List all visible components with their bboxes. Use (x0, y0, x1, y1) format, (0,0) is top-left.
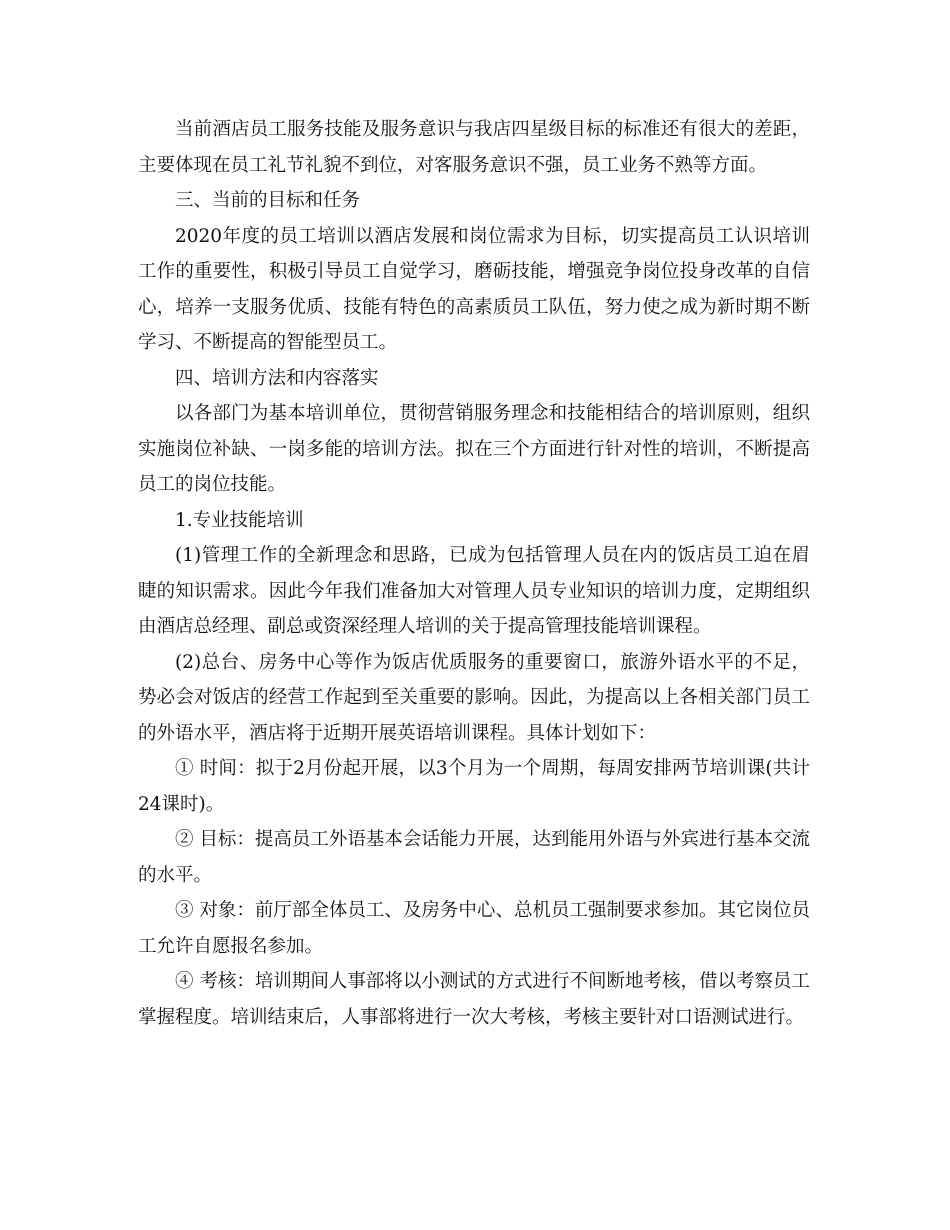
paragraph-management-training: (1)管理工作的全新理念和思路，已成为包括管理人员在内的饭店员工迫在眉睫的知识需求。因此今年我们准备加大对管理人员专业知识的培训力度，定期组织由酒店总经理、副总或资深经理人培训的关于提高管理技能培训课程。 (138, 545, 810, 637)
section-heading-goals: 三、当前的目标和任务 (175, 190, 361, 211)
list-item-time: ① 时间：拟于2月份起开展，以3个月为一个周期，每周安排两节培训课(共计24课时)。 (138, 758, 810, 815)
list-item-assessment: ④ 考核：培训期间人事部将以小测试的方式进行不间断地考核，借以考察员工掌握程度。培训结束后，人事部将进行一次大考核，考核主要针对口语测试进行。 (138, 971, 810, 1028)
paragraph-service-gap: 当前酒店员工服务技能及服务意识与我店四星级目标的标准还有很大的差距，主要体现在员工礼节礼貌不到位，对客服务意识不强，员工业务不熟等方面。 (138, 119, 810, 176)
paragraph-methods: 以各部门为基本培训单位，贯彻营销服务理念和技能相结合的培训原则，组织实施岗位补缺、一岗多能的培训方法。拟在三个方面进行针对性的培训，不断提高员工的岗位技能。 (138, 403, 810, 495)
paragraph-goals: 2020年度的员工培训以酒店发展和岗位需求为目标，切实提高员工认识培训工作的重要性，积极引导员工自觉学习，磨砺技能，增强竞争岗位投身改革的自信心，培养一支服务优质、技能有特色的高素质员工队伍，努力使之成为新时期不断学习、不断提高的智能型员工。 (138, 225, 810, 353)
paragraph-english-training: (2)总台、房务中心等作为饭店优质服务的重要窗口，旅游外语水平的不足，势必会对饭店的经营工作起到至关重要的影响。因此，为提高以上各相关部门员工的外语水平，酒店将于近期开展英语培训课程。具体计划如下： (138, 651, 810, 744)
list-item-target: ② 目标：提高员工外语基本会话能力开展，达到能用外语与外宾进行基本交流的水平。 (138, 829, 810, 886)
section-heading-methods: 四、培训方法和内容落实 (175, 367, 379, 389)
document-body (138, 112, 810, 1035)
subheading-professional-skills: 1.专业技能培训 (175, 509, 304, 531)
list-item-participants: ③ 对象：前厅部全体员工、及房务中心、总机员工强制要求参加。其它岗位员工允许自愿报名参加。 (138, 900, 810, 957)
